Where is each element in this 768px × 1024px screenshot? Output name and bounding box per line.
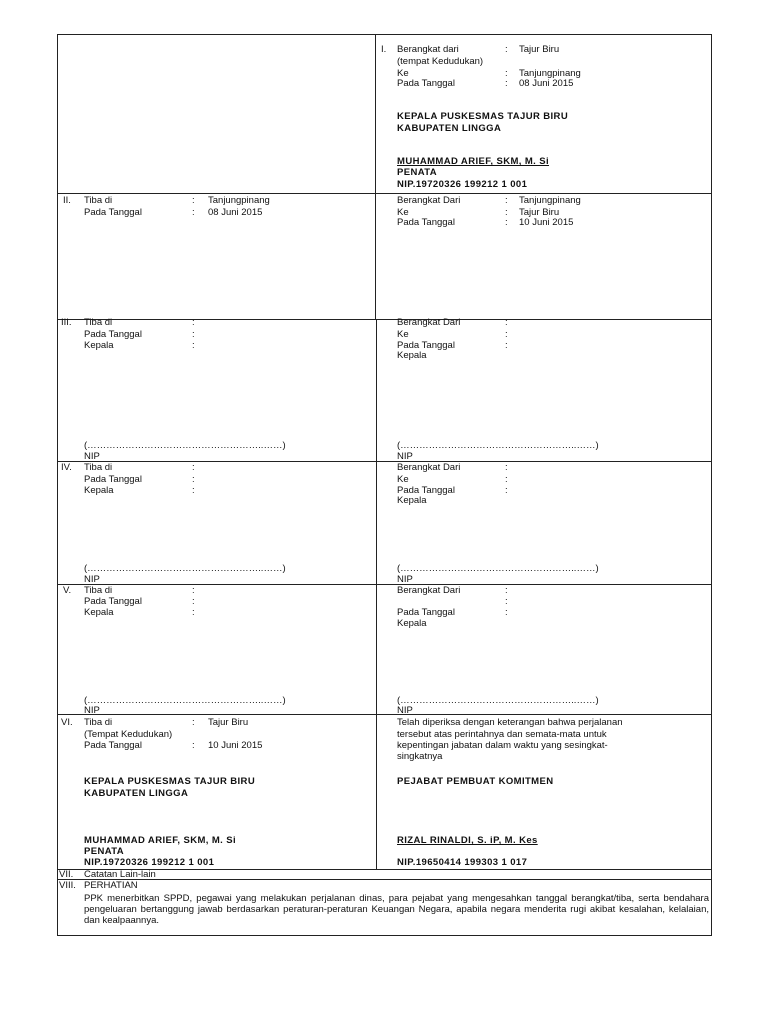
commitment-officer-title: PEJABAT PEMBUAT KOMITMEN (397, 776, 554, 787)
field-colon: : (505, 207, 508, 218)
signatory-rank: PENATA (397, 167, 438, 178)
field-label: Pada Tanggal (397, 78, 455, 89)
field-label: Ke (397, 207, 409, 218)
field-label: Berangkat dari (397, 44, 459, 55)
commitment-officer-name: RIZAL RINALDI, S. iP, M. Kes (397, 835, 538, 846)
field-colon: : (505, 317, 508, 328)
field-colon: : (505, 485, 508, 496)
field-value: 08 Juni 2015 (208, 207, 263, 218)
rule (57, 714, 712, 715)
office-subtitle: KABUPATEN LINGGA (397, 123, 502, 134)
field-value: Tajur Biru (208, 717, 249, 728)
attention-paragraph: PPK menerbitkan SPPD, pegawai yang melakukan perjalanan dinas, para pejabat yang mengesahkan tanggal berangkat/tiba, serta bendahara pengeluaran bertanggung jawab berdasarkan peraturan-peraturan Keuangan Negara, apabila negara menderita rugi akibat kesalahan, kelalaian, dan kealpaannya. (84, 893, 709, 926)
field-colon: : (505, 68, 508, 79)
field-label: Pada Tanggal (397, 485, 455, 496)
field-label: Ke (397, 329, 409, 340)
signature-blank: (………………………………………………..……) (397, 440, 599, 451)
field-colon: : (505, 596, 508, 607)
field-label: Berangkat Dari (397, 462, 461, 473)
verification-text: Telah diperiksa dengan keterangan bahwa perjalanan (397, 717, 623, 728)
section-numeral: VI. (61, 717, 73, 728)
field-label: Tiba di (84, 317, 113, 328)
section-numeral: VII. (59, 869, 74, 880)
rule (57, 193, 712, 194)
field-colon: : (192, 607, 195, 618)
field-label: Tiba di (84, 462, 113, 473)
section-numeral: III. (61, 317, 72, 328)
attention-text (84, 893, 709, 926)
nip-label: NIP (84, 451, 100, 462)
field-colon: : (192, 474, 195, 485)
verification-text: kepentingan jabatan dalam waktu yang sesingkat- (397, 740, 608, 751)
field-label: Pada Tanggal (84, 329, 142, 340)
nip-label: NIP (84, 705, 100, 716)
field-colon: : (505, 585, 508, 596)
office-title: KEPALA PUSKESMAS TAJUR BIRU (397, 111, 569, 122)
signature-blank: (………………………………………………..……) (84, 440, 286, 451)
field-label: Pada Tanggal (397, 607, 455, 618)
field-value: Tajur Biru (519, 207, 560, 218)
field-colon: : (192, 195, 195, 206)
signatory-name: MUHAMMAD ARIEF, SKM, M. Si (397, 156, 550, 167)
field-value: Tajur Biru (519, 44, 560, 55)
field-value: Tanjungpinang (208, 195, 270, 206)
field-colon: : (505, 462, 508, 473)
field-colon: : (192, 462, 195, 473)
field-colon: : (192, 596, 195, 607)
section-numeral: I. (381, 44, 387, 55)
field-label: Kepala (397, 350, 427, 361)
field-label: Pada Tanggal (397, 340, 455, 351)
attention-label: PERHATIAN (84, 880, 138, 891)
field-value: Tanjungpinang (519, 68, 581, 79)
nip-label: NIP (397, 574, 413, 585)
signatory-nip: NIP.19720326 199212 1 001 (84, 857, 215, 868)
nip-label: NIP (397, 451, 413, 462)
form-frame (57, 34, 712, 936)
signature-blank: (………………………………………………..……) (397, 563, 599, 574)
rule (57, 584, 712, 585)
section-numeral: V. (63, 585, 72, 596)
field-colon: : (192, 207, 195, 218)
field-label: Kepala (397, 495, 427, 506)
field-label: (Tempat Kedudukan) (84, 729, 173, 740)
verification-text: tersebut atas perintahnya dan semata-mata untuk (397, 729, 607, 740)
field-value: 10 Juni 2015 (519, 217, 574, 228)
section-numeral: II. (63, 195, 71, 206)
field-label: (tempat Kedudukan) (397, 56, 484, 67)
section-numeral: VIII. (59, 880, 76, 891)
field-label: Ke (397, 68, 409, 79)
field-label: Kepala (84, 485, 114, 496)
signature-blank: (………………………………………………..……) (84, 563, 286, 574)
field-colon: : (505, 329, 508, 340)
field-colon: : (192, 740, 195, 751)
field-label: Pada Tanggal (84, 740, 142, 751)
field-colon: : (505, 607, 508, 618)
field-colon: : (192, 717, 195, 728)
nip-label: NIP (397, 705, 413, 716)
section-numeral: IV. (61, 462, 72, 473)
field-label: Berangkat Dari (397, 195, 461, 206)
signature-blank: (………………………………………………..……) (84, 695, 286, 706)
field-colon: : (505, 195, 508, 206)
field-label: Berangkat Dari (397, 585, 461, 596)
divider-mid (376, 319, 377, 869)
signatory-rank: PENATA (84, 846, 125, 857)
signature-blank: (………………………………………………..……) (397, 695, 599, 706)
field-value: 08 Juni 2015 (519, 78, 574, 89)
field-colon: : (505, 44, 508, 55)
field-label: Pada Tanggal (84, 474, 142, 485)
field-label: Berangkat Dari (397, 317, 461, 328)
office-subtitle: KABUPATEN LINGGA (84, 788, 189, 799)
rule (57, 461, 712, 462)
field-label: Kepala (84, 607, 114, 618)
field-colon: : (192, 485, 195, 496)
field-label: Kepala (84, 340, 114, 351)
field-colon: : (505, 217, 508, 228)
field-label: Pada Tanggal (397, 217, 455, 228)
notes-label: Catatan Lain-lain (84, 869, 156, 880)
commitment-officer-nip: NIP.19650414 199303 1 017 (397, 857, 528, 868)
field-colon: : (192, 317, 195, 328)
field-label: Tiba di (84, 717, 113, 728)
field-value: Tanjungpinang (519, 195, 581, 206)
office-title: KEPALA PUSKESMAS TAJUR BIRU (84, 776, 256, 787)
field-label: Pada Tanggal (84, 207, 142, 218)
nip-label: NIP (84, 574, 100, 585)
verification-text: singkatnya (397, 751, 443, 762)
field-colon: : (505, 340, 508, 351)
field-colon: : (505, 78, 508, 89)
field-colon: : (192, 585, 195, 596)
divider-top (375, 34, 376, 319)
field-colon: : (192, 340, 195, 351)
field-label: Tiba di (84, 585, 113, 596)
field-label: Pada Tanggal (84, 596, 142, 607)
field-value: 10 Juni 2015 (208, 740, 263, 751)
field-label: Tiba di (84, 195, 113, 206)
field-label: Kepala (397, 618, 427, 629)
field-colon: : (505, 474, 508, 485)
field-label: Ke (397, 474, 409, 485)
signatory-name: MUHAMMAD ARIEF, SKM, M. Si (84, 835, 237, 846)
signatory-nip: NIP.19720326 199212 1 001 (397, 179, 528, 190)
field-colon: : (192, 329, 195, 340)
rule (57, 319, 712, 320)
